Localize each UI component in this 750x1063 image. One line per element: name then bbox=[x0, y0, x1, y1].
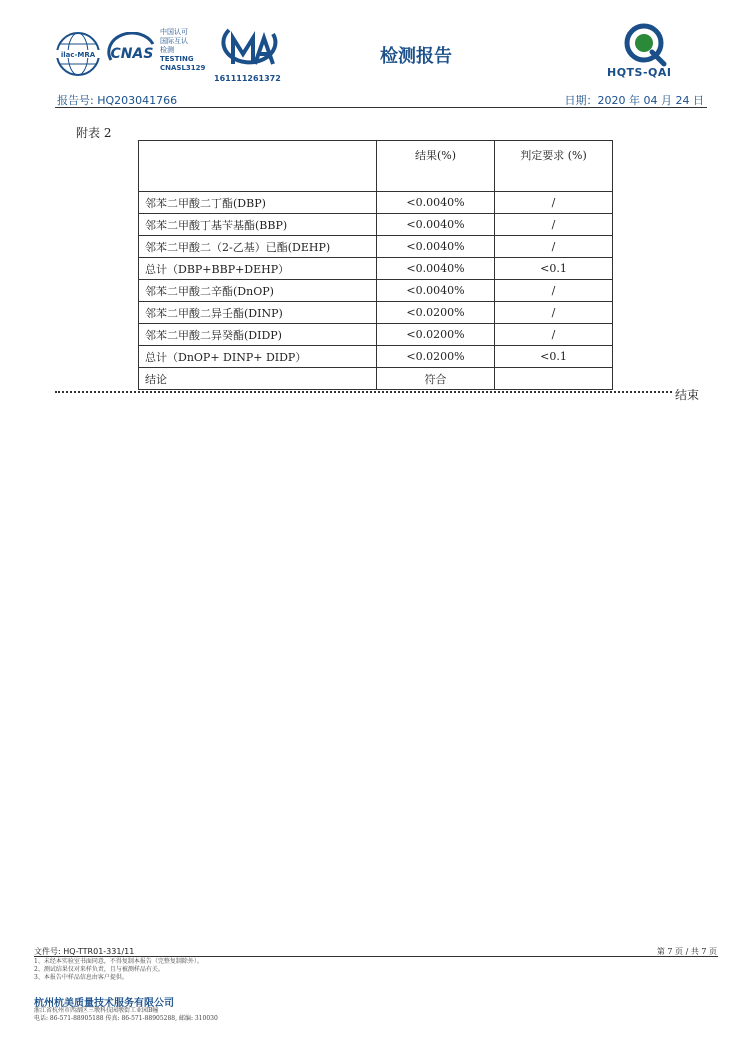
row-result: <0.0200% bbox=[377, 346, 495, 368]
appendix-label: 附表 2 bbox=[76, 126, 112, 140]
row-requirement: / bbox=[495, 280, 613, 302]
row-item: 总计（DBP+BBP+DEHP） bbox=[139, 258, 377, 280]
report-title: 检测报告 bbox=[380, 46, 452, 67]
cnas-cn-line-2: 国际互认 bbox=[160, 37, 188, 45]
end-dotted-line bbox=[55, 391, 672, 393]
company-address: 浙江省杭州市西湖区三墩科技园墩街工业园B幢 bbox=[34, 1007, 159, 1014]
row-item: 邻苯二甲酸二异癸酯(DIDP) bbox=[139, 324, 377, 346]
cnas-accreditation-text bbox=[160, 28, 205, 73]
row-requirement: / bbox=[495, 302, 613, 324]
footer-notes bbox=[34, 958, 203, 982]
table-row-conclusion bbox=[139, 368, 613, 390]
row-requirement: <0.1 bbox=[495, 258, 613, 280]
end-label: 结束 bbox=[675, 388, 700, 402]
cnas-testing: TESTING bbox=[160, 55, 194, 63]
footer-note: 3、本报告中样品信息由客户提供。 bbox=[34, 974, 128, 981]
table-row bbox=[139, 302, 613, 324]
header-requirement: 判定要求 (%) bbox=[495, 141, 613, 192]
row-item: 结论 bbox=[139, 368, 377, 390]
hqts-logo bbox=[622, 22, 670, 68]
cnas-logo bbox=[105, 32, 159, 72]
row-result: <0.0200% bbox=[377, 302, 495, 324]
footer-divider bbox=[34, 956, 718, 957]
svg-text:CNAS: CNAS bbox=[110, 46, 154, 62]
report-date: 日期：2020 年 04 月 24 日 bbox=[564, 94, 704, 107]
row-result: <0.0040% bbox=[377, 258, 495, 280]
ilac-mra-logo bbox=[55, 26, 101, 82]
table-row bbox=[139, 258, 613, 280]
company-contact bbox=[34, 1007, 218, 1023]
table-row bbox=[139, 346, 613, 368]
table-row bbox=[139, 280, 613, 302]
company-name: 杭州杭美质量技术服务有限公司 bbox=[34, 998, 174, 1009]
row-requirement: / bbox=[495, 192, 613, 214]
header-result: 结果(%) bbox=[377, 141, 495, 192]
table-row bbox=[139, 192, 613, 214]
row-item: 邻苯二甲酸丁基苄基酯(BBP) bbox=[139, 214, 377, 236]
page-number: 第 7 页 / 共 7 页 bbox=[656, 947, 717, 956]
table-row bbox=[139, 214, 613, 236]
row-item: 邻苯二甲酸二丁酯(DBP) bbox=[139, 192, 377, 214]
header-divider bbox=[55, 107, 707, 108]
row-result: <0.0040% bbox=[377, 280, 495, 302]
row-item: 总计（DnOP+ DINP+ DIDP） bbox=[139, 346, 377, 368]
row-result: <0.0040% bbox=[377, 236, 495, 258]
results-table bbox=[138, 140, 613, 390]
cma-code: 161111261372 bbox=[214, 74, 281, 83]
row-result: <0.0040% bbox=[377, 192, 495, 214]
row-result: 符合 bbox=[377, 368, 495, 390]
row-result: <0.0200% bbox=[377, 324, 495, 346]
row-requirement: / bbox=[495, 236, 613, 258]
row-item: 邻苯二甲酸二辛酯(DnOP) bbox=[139, 280, 377, 302]
cma-logo bbox=[215, 26, 279, 72]
header-item bbox=[139, 141, 377, 192]
footer-note: 1、未经本实验室书面同意，不得复制本报告（完整复制除外）。 bbox=[34, 958, 203, 965]
cnas-cn-line-1: 中国认可 bbox=[160, 28, 188, 36]
row-requirement: <0.1 bbox=[495, 346, 613, 368]
cnas-code: CNASL3129 bbox=[160, 64, 206, 72]
row-result: <0.0040% bbox=[377, 214, 495, 236]
company-phone: 电话: 86-571-88905188 传真: 86-571-88905288, 邮编: 310030 bbox=[34, 1015, 218, 1022]
cnas-cn-line-3: 检测 bbox=[160, 46, 174, 54]
report-number: 报告号: HQ203041766 bbox=[57, 94, 178, 107]
svg-text:ilac-MRA: ilac-MRA bbox=[60, 51, 96, 59]
row-requirement: / bbox=[495, 324, 613, 346]
footer-note: 2、测试结果仅对来样负责，且与被测样品有关。 bbox=[34, 966, 164, 973]
file-number: 文件号: HQ-TTR01-331/11 bbox=[34, 947, 135, 956]
row-item: 邻苯二甲酸二（2-乙基）已酯(DEHP) bbox=[139, 236, 377, 258]
table-header-row bbox=[139, 141, 613, 192]
table-row bbox=[139, 324, 613, 346]
hqts-name: HQTS-QAI bbox=[607, 66, 672, 79]
row-item: 邻苯二甲酸二异壬酯(DINP) bbox=[139, 302, 377, 324]
row-requirement: / bbox=[495, 214, 613, 236]
row-requirement bbox=[495, 368, 613, 390]
table-row bbox=[139, 236, 613, 258]
